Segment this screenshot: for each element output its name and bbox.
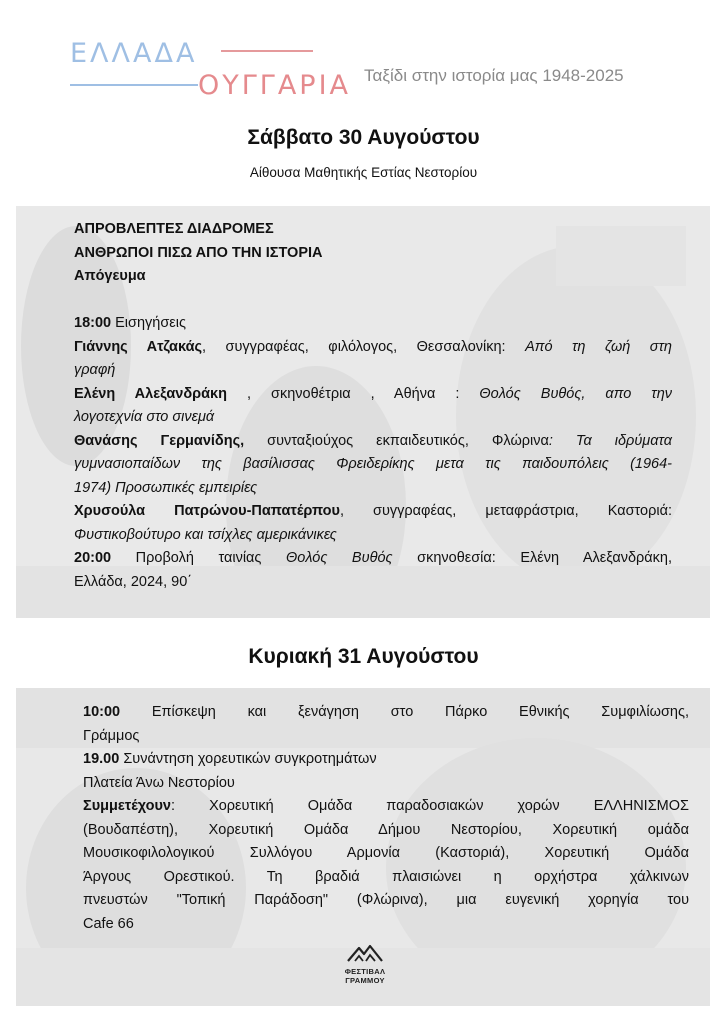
talks-label: Εισηγήσεις bbox=[111, 315, 186, 331]
speaker2-desc: , σκηνοθέτρια , Αθήνα : bbox=[226, 385, 480, 402]
participants-a: : Χορευτική Ομάδα παραδοσιακών χορών ΕΛΛΗΝΙΣΜΟΣ bbox=[170, 798, 689, 814]
speaker1-desc: , συγγραφέας, φιλόλογος, Θεσσαλονίκη: bbox=[202, 338, 526, 355]
meeting-line bbox=[83, 748, 689, 772]
screening-a: Προβολή ταινίας bbox=[111, 550, 286, 566]
meeting-time: 19.00 bbox=[83, 751, 120, 767]
speaker4-topic: Φυστικοβούτυρο και τσίχλες αμερικάνικες bbox=[74, 526, 337, 543]
screening-film: Θολός Βυθός bbox=[285, 550, 393, 566]
tagline: Ταξίδι στην ιστορία μας 1948-2025 bbox=[364, 66, 624, 85]
speaker4-line bbox=[74, 500, 672, 524]
participants-c: Μουσικοφιλολογικού Συλλόγου Αρμονία (Καστοριά), Χορευτική Ομάδα bbox=[83, 845, 689, 861]
visit-b: Γράμμος bbox=[83, 727, 140, 744]
speaker4-desc: , συγγραφέας, μεταφράστρια, Καστοριά: bbox=[339, 503, 673, 519]
event-heading-3: Απόγευμα bbox=[74, 268, 146, 284]
visit-a: Επίσκεψη και ξενάγηση στο Πάρκο Εθνικής Συμφιλίωσης, bbox=[120, 704, 689, 720]
visit-line bbox=[83, 701, 689, 725]
meeting-b: Πλατεία Άνω Νεστορίου bbox=[83, 774, 235, 791]
speaker3-topic-a: : Τα ιδρύματα bbox=[548, 432, 672, 449]
event-heading-1: ΑΠΡΟΒΛΕΠΤΕΣ ΔΙΑΔΡΟΜΕΣ bbox=[74, 221, 274, 237]
footer-logo-line1: ΦΕΣΤΙΒΑΛ bbox=[344, 967, 386, 976]
speaker2-topic-b: λογοτεχνία στο σινεμά bbox=[74, 409, 215, 425]
speaker2-name: Ελένη Αλεξανδράκη bbox=[74, 385, 227, 402]
participants-d: Άργους Ορεστικού. Τη βραδιά πλαισιώνει η ορχήστρα χάλκινων bbox=[83, 868, 689, 885]
speaker2-line bbox=[74, 383, 672, 407]
visit-time: 10:00 bbox=[83, 704, 121, 720]
participants-line bbox=[83, 795, 689, 819]
logo-divider-top bbox=[221, 50, 313, 52]
meeting-a: Συνάντηση χορευτικών συγκροτημάτων bbox=[119, 751, 377, 767]
talks-line bbox=[74, 312, 672, 336]
speaker3-topic-b: γυμνασιοπαίδων της βασίλισσας Φρειδερίκης μετα τις παιδουπόλεις (1964- bbox=[74, 456, 672, 472]
speaker1-topic-a: Από τη ζωή στη bbox=[525, 338, 672, 355]
mountain-icon bbox=[347, 944, 383, 962]
speaker1-name: Γιάννης Ατζακάς bbox=[74, 338, 203, 355]
participants-label: Συμμετέχουν bbox=[83, 798, 171, 814]
speaker1-topic-b: γραφή bbox=[74, 362, 116, 378]
speaker2-topic-a: Θολός Βυθός, απο την bbox=[479, 385, 673, 402]
logo-top-word: ΕΛΛΑΔΑ bbox=[70, 38, 198, 69]
participants-b: (Βουδαπέστη), Χορευτική Ομάδα Δήμου Νεστορίου, Χορευτική ομάδα bbox=[83, 821, 689, 838]
screening-details: Ελλάδα, 2024, 90΄ bbox=[74, 573, 193, 590]
speaker3-line bbox=[74, 430, 672, 454]
saturday-venue: Αίθουσα Μαθητικής Εστίας Νεστορίου bbox=[249, 165, 478, 180]
screening-time: 20:00 bbox=[74, 550, 112, 566]
screening-line bbox=[74, 547, 672, 571]
logo-bottom-word: ΟΥΓΓΑΡΙΑ bbox=[198, 70, 352, 101]
grammos-festival-logo bbox=[337, 944, 393, 985]
saturday-title: Σάββατο 30 Αυγούστου bbox=[247, 126, 480, 149]
saturday-panel bbox=[16, 206, 710, 618]
event-heading-2: ΑΝΘΡΩΠΟΙ ΠΙΣΩ ΑΠΟ ΤΗΝ ΙΣΤΟΡΙΑ bbox=[74, 244, 323, 261]
screening-b: σκηνοθεσία: Ελένη Αλεξανδράκη, bbox=[392, 550, 673, 566]
talks-time: 18:00 bbox=[74, 315, 112, 331]
speaker1-line bbox=[74, 336, 672, 360]
speaker3-desc: συνταξιούχος εκπαιδευτικός, Φλώρινα bbox=[244, 432, 549, 449]
speaker3-topic-c: 1974) Προσωπικές εμπειρίες bbox=[74, 479, 258, 496]
footer-logo-line2: ΓΡΑΜΜΟΥ bbox=[345, 976, 385, 985]
logo-divider-bottom bbox=[70, 84, 198, 86]
speaker4-name: Χρυσούλα Πατρώνου-Παπατέρπου bbox=[74, 503, 340, 519]
speaker3-name: Θανάσης Γερμανίδης, bbox=[74, 432, 245, 449]
participants-f: Cafe 66 bbox=[83, 915, 134, 932]
sunday-title: Κυριακή 31 Αυγούστου bbox=[248, 645, 479, 668]
participants-e: πνευστών "Τοπική Παράδοση" (Φλώρινα), μια ευγενική χορηγία του bbox=[83, 892, 689, 908]
